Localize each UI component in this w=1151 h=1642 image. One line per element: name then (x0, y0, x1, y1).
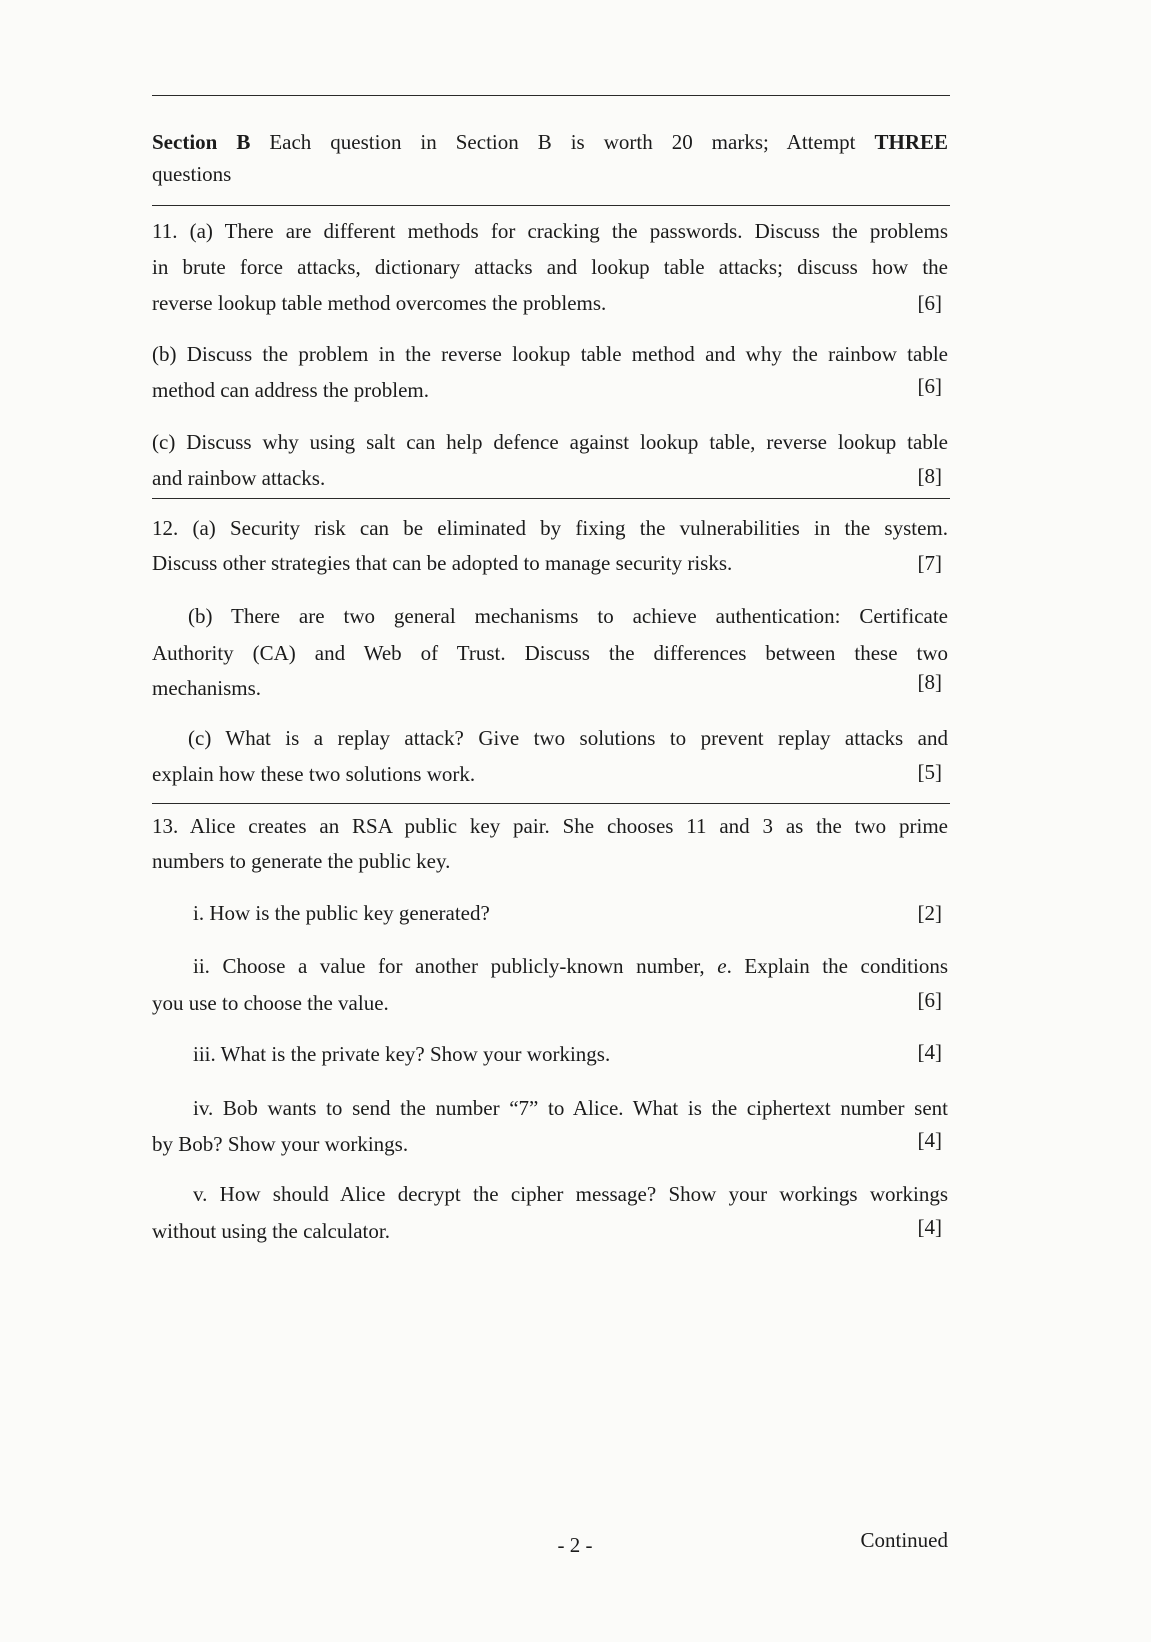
q12-b-mark: [8] (917, 670, 942, 694)
q13-iv-line1: iv. Bob wants to send the number “7” to Alice. What is the ciphertext number sent (193, 1096, 948, 1120)
q13-ii-mark: [6] (917, 988, 942, 1012)
section-instructions: Each question in Section B is worth 20 marks; Attempt (269, 130, 856, 154)
q11-c-line2: and rainbow attacks. (152, 466, 326, 490)
section-header-cont: questions (152, 162, 232, 186)
q11-b-line2: method can address the problem. (152, 378, 429, 402)
q11-c-line1: (c) Discuss why using salt can help defence against lookup table, reverse lookup table (152, 430, 948, 454)
q11-b-mark: [6] (917, 374, 942, 398)
q12-c-line1: (c) What is a replay attack? Give two solutions to prevent replay attacks and (188, 726, 948, 750)
q13-intro-line2: numbers to generate the public key. (152, 849, 451, 873)
q13-v-line1: v. How should Alice decrypt the cipher message? Show your workings workings (193, 1182, 948, 1206)
page-number: - 2 - (557, 1533, 593, 1557)
q13-v-line2: without using the calculator. (152, 1219, 390, 1243)
section-emphasis: THREE (874, 130, 949, 154)
q11-a-line2: in brute force attacks, dictionary attacks and lookup table attacks; discuss how the (152, 255, 948, 279)
continued-label: Continued (860, 1528, 948, 1552)
q13-iv-line2: by Bob? Show your workings. (152, 1132, 409, 1156)
q12-rule (152, 803, 950, 804)
q13-ii-line2: you use to choose the value. (152, 991, 389, 1015)
q11-a-line1: 11. (a) There are different methods for cracking the passwords. Discuss the problems (152, 219, 948, 243)
q13-iv-mark: [4] (917, 1128, 942, 1152)
q13-ii-pre: ii. Choose a value for another publicly-known number, (193, 954, 705, 978)
q11-b-line1: (b) Discuss the problem in the reverse lookup table method and why the rainbow table (152, 342, 948, 366)
section-label: Section B (152, 130, 251, 154)
q13-iii-mark: [4] (917, 1040, 942, 1064)
q13-ii-post: . Explain the conditions (726, 954, 948, 978)
q13-i-mark: [2] (917, 901, 942, 925)
q12-c-mark: [5] (917, 760, 942, 784)
q13-intro-line1: 13. Alice creates an RSA public key pair. She chooses 11 and 3 as the two prime (152, 814, 948, 838)
q11-a-line3: reverse lookup table method overcomes the problems. (152, 291, 607, 315)
q12-a-mark: [7] (917, 551, 942, 575)
q11-c-mark: [8] (917, 464, 942, 488)
q13-ii-var: e (717, 954, 727, 978)
q11-rule (152, 498, 950, 499)
q13-iii-line1: iii. What is the private key? Show your workings. (193, 1042, 611, 1066)
q12-b-line3: mechanisms. (152, 676, 262, 700)
q12-c-line2: explain how these two solutions work. (152, 762, 476, 786)
q11-a-mark: [6] (917, 291, 942, 315)
q12-b-line2: Authority (CA) and Web of Trust. Discuss the differences between these two (152, 641, 948, 665)
q13-i-line1: i. How is the public key generated? (193, 901, 490, 925)
q12-a-line2: Discuss other strategies that can be adopted to manage security risks. (152, 551, 733, 575)
q12-b-line1: (b) There are two general mechanisms to achieve authentication: Certificate (188, 604, 948, 628)
section-rule (152, 205, 950, 206)
q12-a-line1: 12. (a) Security risk can be eliminated by fixing the vulnerabilities in the system. (152, 516, 948, 540)
top-rule (152, 95, 950, 96)
q13-ii-line1 (193, 948, 948, 985)
q13-v-mark: [4] (917, 1215, 942, 1239)
